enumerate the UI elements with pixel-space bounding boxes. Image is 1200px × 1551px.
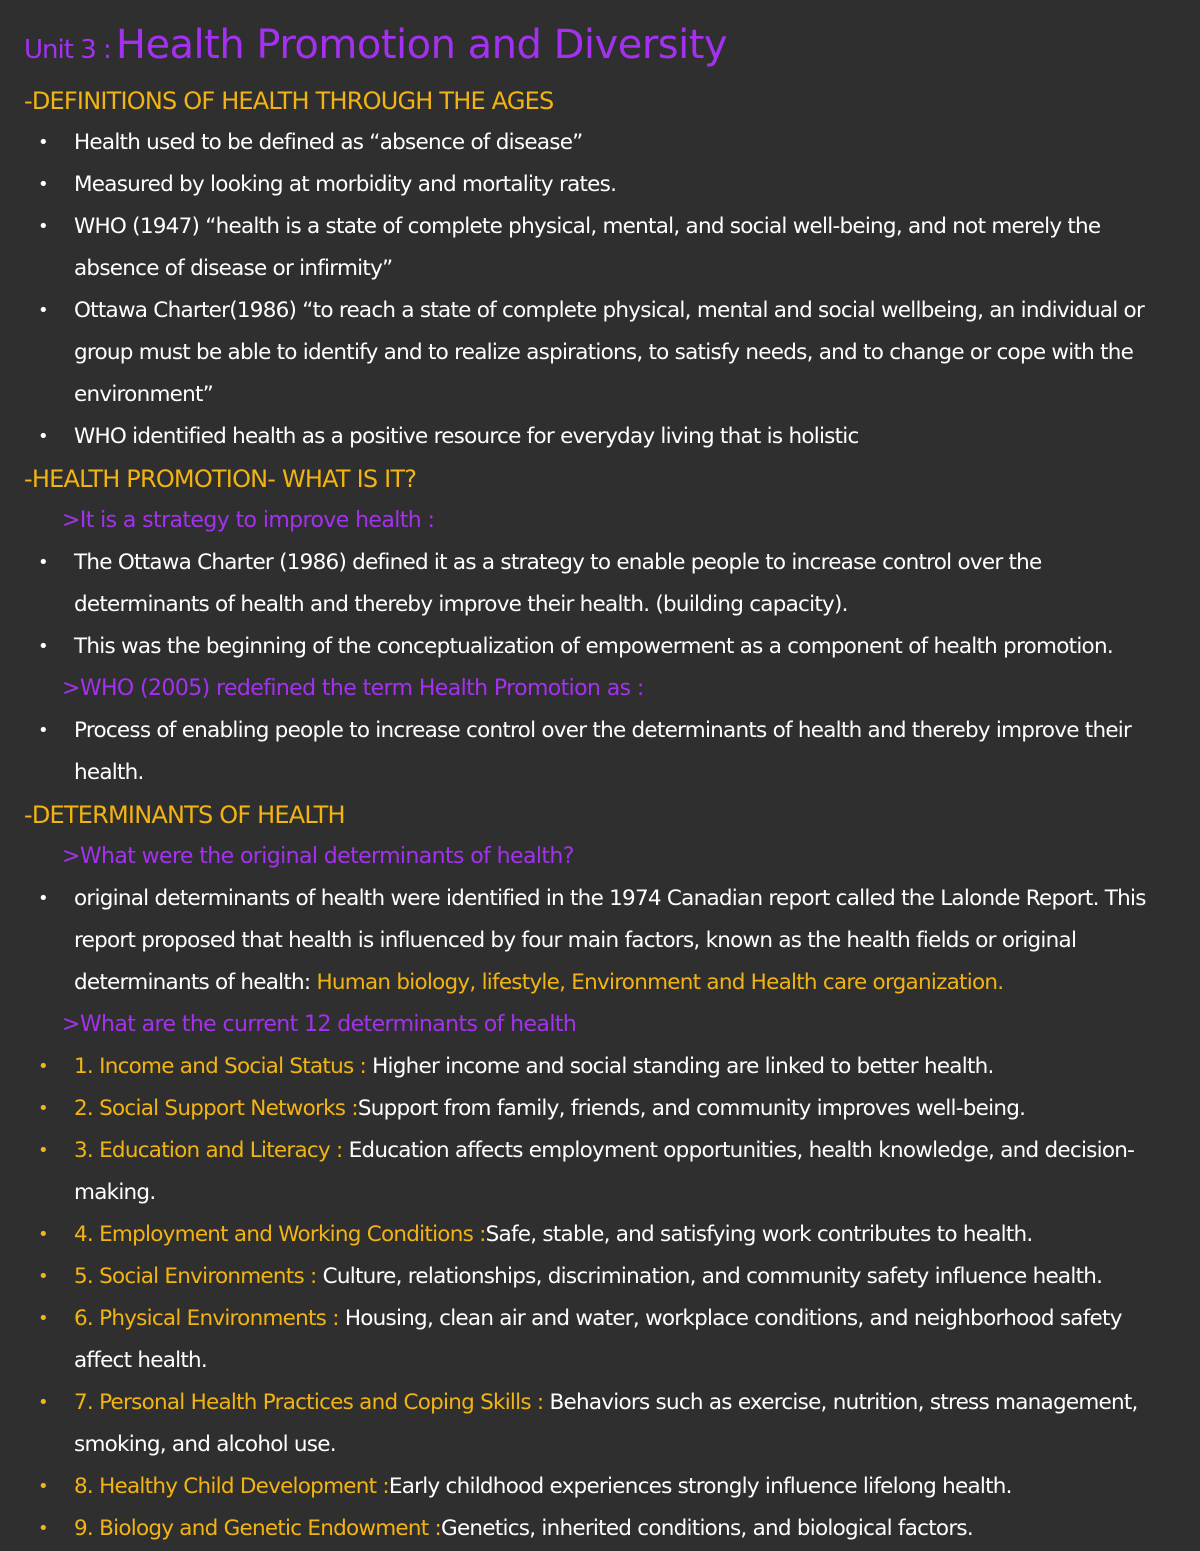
determinant-item [24, 1130, 1176, 1214]
subheading-strategy: >It is a strategy to improve health : [62, 508, 435, 533]
list-item [24, 122, 1176, 164]
bullet-icon: • [38, 174, 48, 195]
determinant-label: 5. Social Environments [74, 1264, 304, 1289]
bullet-icon: • [38, 426, 48, 447]
section-heading-definitions: -DEFINITIONS OF HEALTH THROUGH THE AGES [24, 87, 554, 115]
bullet-icon: • [38, 1056, 48, 1077]
bullet-icon: • [38, 1224, 48, 1245]
promotion-list [24, 542, 1176, 668]
list-item [24, 290, 1176, 416]
subheading-who-2005: >WHO (2005) redefined the term Health Promotion as : [62, 676, 644, 701]
list-item-text: WHO identified health as a positive resource for everyday living that is holistic [74, 424, 859, 449]
list-item-text: WHO (1947) “health is a state of complete physical, mental, and social well-being, and not merely the absence of disease or infirmity” [74, 214, 1101, 281]
determinant-description: Education affects employment opportunities, health knowledge, and decision-making. [74, 1138, 1135, 1205]
determinant-item [24, 1382, 1176, 1466]
bullet-icon: • [38, 1476, 48, 1497]
determinant-item [24, 1088, 1176, 1130]
subheading-current-determinants: >What are the current 12 determinants of health [62, 1012, 577, 1037]
bullet-icon: • [38, 636, 48, 657]
section-heading-health-promotion: -HEALTH PROMOTION- WHAT IS IT? [24, 465, 417, 493]
determinant-description: Culture, relationships, discrimination, and community safety influence health. [322, 1264, 1103, 1289]
bullet-icon: • [38, 1308, 48, 1329]
determinant-label: 9. Biology and Genetic Endowment [74, 1516, 429, 1541]
bullet-icon: • [38, 1098, 48, 1119]
determinant-description: Safe, stable, and satisfying work contributes to health. [485, 1222, 1033, 1247]
determinant-item [24, 1256, 1176, 1298]
list-item [24, 206, 1176, 290]
determinant-description: Early childhood experiences strongly influence lifelong health. [388, 1474, 1012, 1499]
determinant-label: 6. Physical Environments [74, 1306, 327, 1331]
list-item-text: This was the beginning of the conceptualization of empowerment as a component of health promotion. [74, 634, 1113, 659]
bullet-icon: • [38, 888, 48, 909]
determinant-item [24, 1298, 1176, 1382]
original-determinants-list [24, 878, 1176, 1004]
determinant-separator: : [329, 1138, 349, 1163]
list-item [24, 416, 1176, 458]
determinant-label: 8. Healthy Child Development [74, 1474, 377, 1499]
determinant-item [24, 1508, 1176, 1550]
bullet-icon: • [38, 1140, 48, 1161]
list-item [24, 164, 1176, 206]
determinant-separator: : [353, 1054, 373, 1079]
determinant-separator: : [376, 1474, 389, 1499]
unit-title: Health Promotion and Diversity [115, 22, 728, 68]
bullet-icon: • [38, 1518, 48, 1539]
bullet-icon: • [38, 132, 48, 153]
determinant-separator: : [345, 1096, 358, 1121]
determinant-separator: : [530, 1390, 550, 1415]
list-item [24, 710, 1176, 794]
determinant-item [24, 1466, 1176, 1508]
list-item-text: Health used to be defined as “absence of disease” [74, 130, 583, 155]
current-determinants-list [24, 1046, 1176, 1550]
bullet-icon: • [38, 216, 48, 237]
unit-label: Unit 3 : [24, 35, 111, 65]
page-title [24, 22, 1176, 80]
section-heading-determinants: -DETERMINANTS OF HEALTH [24, 801, 345, 829]
determinant-item [24, 1214, 1176, 1256]
list-item-text: Process of enabling people to increase control over the determinants of health and thereby improve their health. [74, 718, 1132, 785]
determinant-item [24, 1046, 1176, 1088]
list-item-text: Ottawa Charter(1986) “to reach a state of complete physical, mental and social wellbeing, an individual or group must be able to identify and to realize aspirations, to satisfy needs, and to change or cope with the environment” [74, 298, 1145, 407]
promotion-who-list [24, 710, 1176, 794]
determinant-separator: : [428, 1516, 442, 1541]
list-item-text: Measured by looking at morbidity and mortality rates. [74, 172, 617, 197]
bullet-icon: • [38, 720, 48, 741]
list-item-text: The Ottawa Charter (1986) defined it as a strategy to enable people to increase control over the determinants of health and thereby improve their health. (building capacity). [74, 550, 1042, 617]
determinant-description: Higher income and social standing are linked to better health. [372, 1054, 994, 1079]
determinant-description: Support from family, friends, and community improves well-being. [357, 1096, 1026, 1121]
determinant-description: Behaviors such as exercise, nutrition, stress management, smoking, and alcohol use. [74, 1390, 1138, 1457]
list-item [24, 878, 1176, 1004]
health-fields-highlight: Human biology, lifestyle, Environment and Health care organization. [316, 970, 1004, 995]
determinant-separator: : [473, 1222, 486, 1247]
list-item [24, 626, 1176, 668]
bullet-icon: • [38, 552, 48, 573]
determinant-label: 1. Income and Social Status [74, 1054, 354, 1079]
bullet-icon: • [38, 1392, 48, 1413]
determinant-label: 7. Personal Health Practices and Coping Skills [74, 1390, 531, 1415]
bullet-icon: • [38, 1266, 48, 1287]
determinant-description: Genetics, inherited conditions, and biological factors. [441, 1516, 973, 1541]
list-item [24, 542, 1176, 626]
determinant-label: 3. Education and Literacy [74, 1138, 330, 1163]
list-item-text: original determinants of health were identified in the 1974 Canadian report called the Lalonde Report. This report proposed that health is influenced by four main factors, known as the health fields or original determinants of health: [74, 886, 1146, 995]
definitions-list [24, 122, 1176, 458]
determinant-label: 4. Employment and Working Conditions [74, 1222, 474, 1247]
bullet-icon: • [38, 300, 48, 321]
determinant-description: Housing, clean air and water, workplace conditions, and neighborhood safety affect health. [74, 1306, 1122, 1373]
determinant-label: 2. Social Support Networks [74, 1096, 346, 1121]
subheading-original-determinants: >What were the original determinants of health? [62, 844, 574, 869]
determinant-separator: : [326, 1306, 345, 1331]
determinant-separator: : [303, 1264, 323, 1289]
